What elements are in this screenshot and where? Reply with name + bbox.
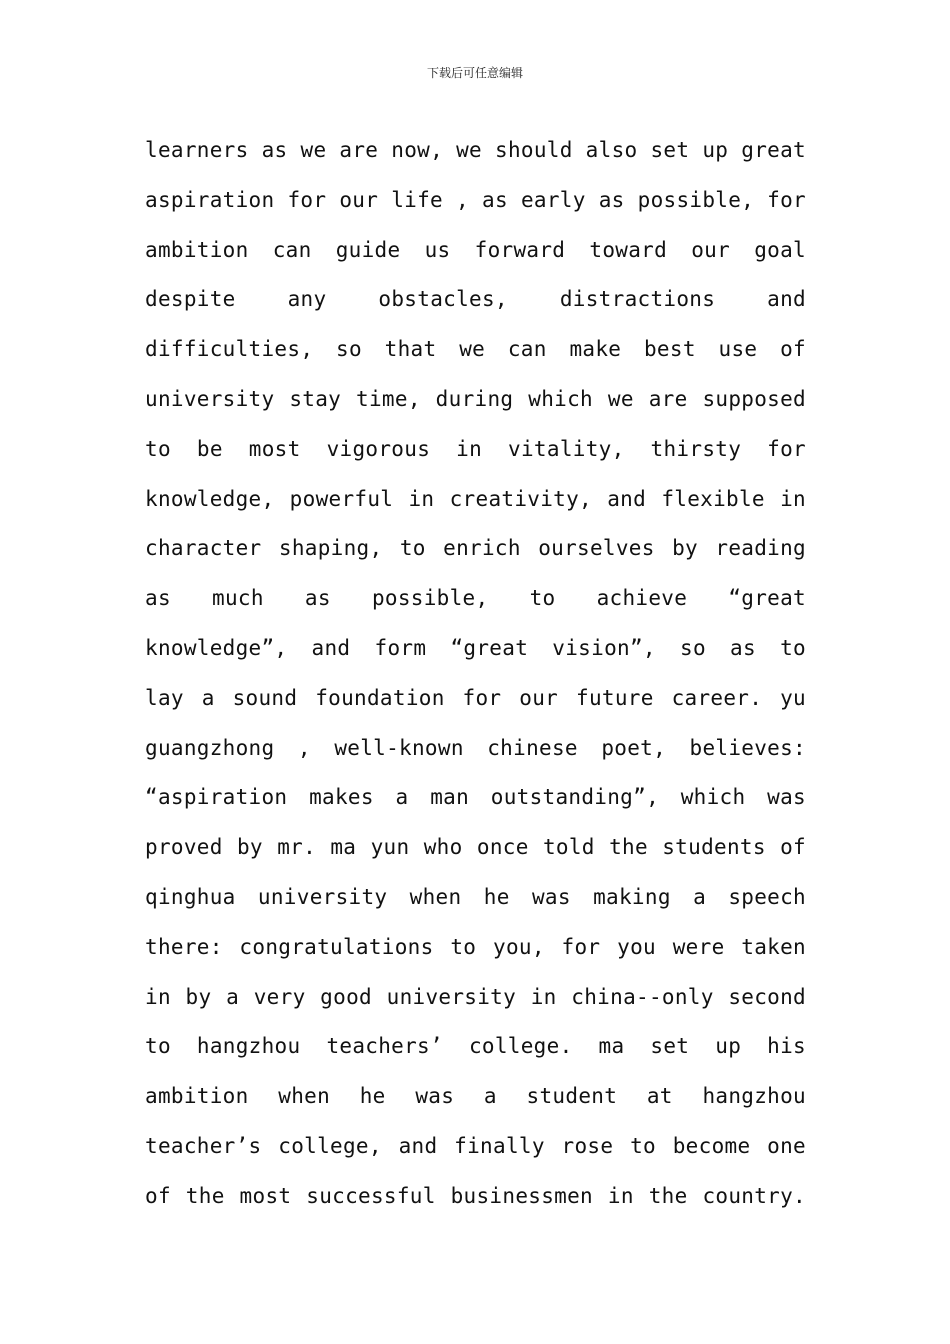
text-line: difficulties, so that we can make best use of — [145, 337, 806, 362]
text-line: of the most successful businessmen in the country. — [145, 1183, 806, 1208]
text-line: character shaping, to enrich ourselves by reading — [145, 536, 806, 561]
text-line: aspiration for our life , as early as possible, for — [145, 187, 806, 212]
text-line: lay a sound foundation for our future career. yu — [145, 685, 806, 710]
text-line: in by a very good university in china--only second — [145, 984, 806, 1009]
text-line: to hangzhou teachers’ college. ma set up his — [145, 1034, 806, 1059]
text-line: there: congratulations to you, for you were taken — [145, 934, 806, 959]
text-line: teacher’s college, and finally rose to become one — [145, 1133, 806, 1158]
text-line: “aspiration makes a man outstanding”, which was — [145, 785, 806, 810]
text-line: to be most vigorous in vitality, thirsty for — [145, 436, 806, 461]
header-note: 下载后可任意编辑 — [426, 66, 523, 80]
text-line: ambition when he was a student at hangzhou — [145, 1084, 806, 1109]
text-line: knowledge”, and form “great vision”, so as to — [145, 635, 806, 660]
text-line: learners as we are now, we should also set up great — [145, 138, 806, 162]
body-paragraph — [145, 130, 806, 1226]
text-line: proved by mr. ma yun who once told the students of — [145, 835, 806, 860]
text-line: as much as possible, to achieve “great — [145, 586, 806, 611]
text-line: knowledge, powerful in creativity, and flexible in — [145, 486, 806, 511]
text-line: guangzhong , well-known chinese poet, believes: — [145, 735, 806, 760]
text-line: ambition can guide us forward toward our goal — [145, 237, 806, 262]
text-line: university stay time, during which we are supposed — [145, 386, 806, 411]
text-line: despite any obstacles, distractions and — [145, 287, 806, 312]
text-line: qinghua university when he was making a speech — [145, 884, 806, 909]
